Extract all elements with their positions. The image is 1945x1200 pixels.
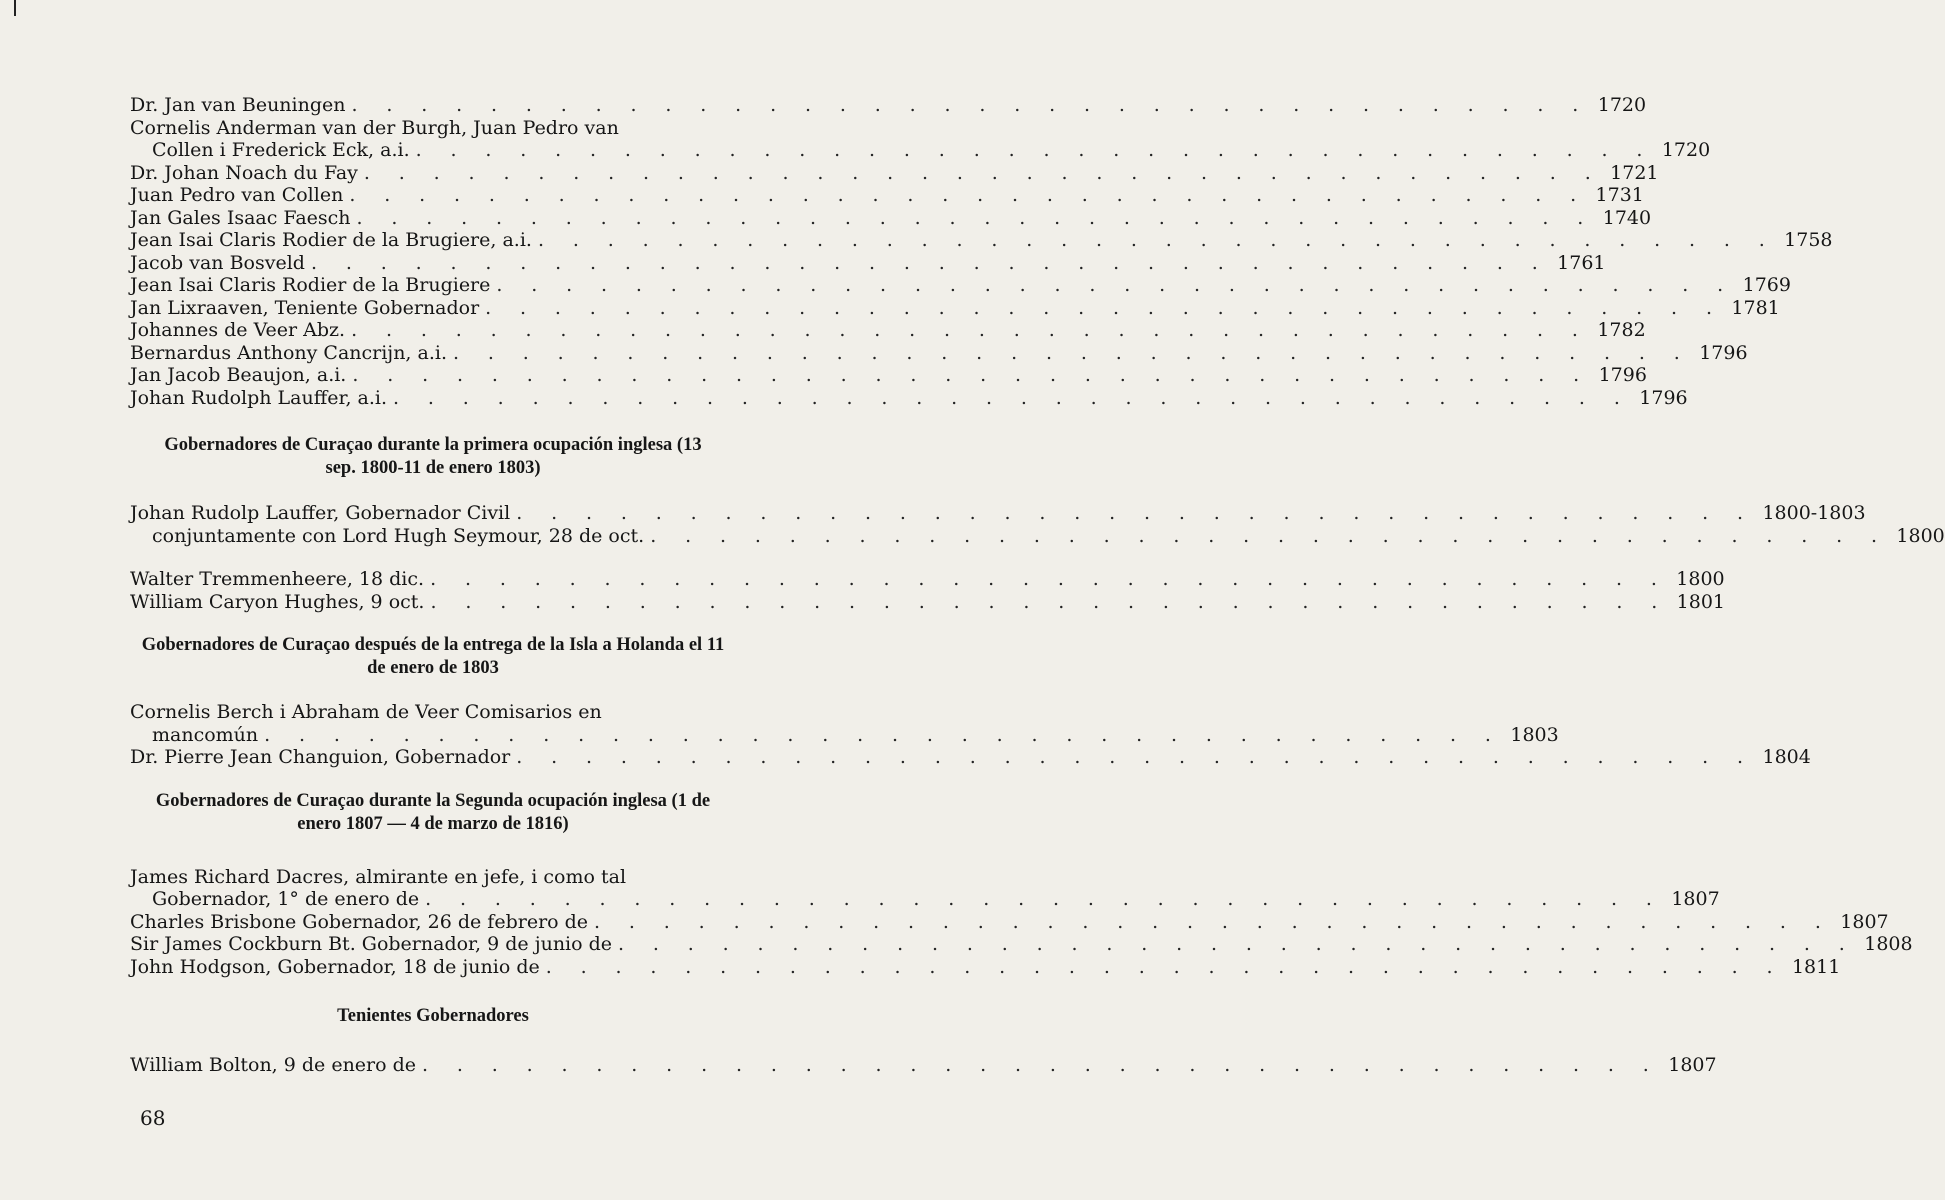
governor-year: 1758: [1784, 229, 1833, 251]
governor-year: 1800: [1896, 524, 1945, 547]
heading-first-english-occupation: Gobernadores de Curaçao durante la primera ocupación inglesa (13 sep. 1800-11 de enero 1803): [164, 435, 702, 478]
governor-name: Johan Rudolp Lauffer, Gobernador Civil: [130, 502, 511, 524]
heading-second-english-occupation: Gobernadores de Curaçao durante la Segunda ocupación inglesa (1 de enero 1807 — 4 de marzo de 1816): [155, 790, 711, 834]
governor-name: Jean Isai Claris Rodier de la Brugiere: [130, 274, 491, 296]
governor-name: Sir James Cockburn Bt. Gobernador, 9 de junio de: [130, 933, 613, 955]
governor-name: Jan Lixraaven, Teniente Gobernador: [130, 296, 480, 319]
governor-name: Jean Isai Claris Rodier de la Brugiere, a.i.: [130, 229, 532, 251]
entry-line: Cornelis Anderman van der Burgh, Juan Pedro van: [130, 116, 619, 139]
leader-dots: . . . . . . . . . . . . . . . . . . . . . . . . . . . . . . . . . . . .: [430, 568, 1669, 590]
leader-dots: . . . . . . . . . . . . . . . . . . . . . . . . . . . . . . . . . . . .: [430, 590, 1669, 613]
governor-entry: [130, 161, 1659, 185]
governor-name: Gobernador, 1° de enero de: [152, 888, 420, 910]
leader-dots: . . . . . . . . . . . . . . . . . . . . . . . . . . . . . . . . . . . .: [650, 524, 1889, 547]
leader-dots: . . . . . . . . . . . . . . . . . . . . . . . . . . . . . . . . . . . .: [351, 319, 1590, 341]
leader-dots: . . . . . . . . . . . . . . . . . . . . . . . . . . . . . . . . . . . .: [485, 296, 1724, 319]
governor-entry: [130, 933, 1913, 956]
governor-year: 1769: [1742, 274, 1791, 296]
page-number: 68: [140, 1106, 166, 1130]
governor-name: Johan Rudolph Lauffer, a.i.: [130, 386, 388, 409]
entry-line: Cornelis Berch i Abraham de Veer Comisarios en: [130, 701, 602, 723]
governor-year: 1807: [1671, 888, 1720, 910]
governor-entry: [130, 746, 1811, 769]
leader-dots: . . . . . . . . . . . . . . . . . . . . . . . . . . . . . . . . . . . .: [594, 910, 1833, 933]
governor-year: 1731: [1595, 184, 1644, 206]
governors-list-dutch: [130, 94, 1833, 409]
governors-list-after-handover: [130, 701, 1811, 769]
governor-entry: [130, 364, 1647, 387]
governors-list-second-occupation: [130, 865, 1913, 979]
governor-name: Walter Tremmenheere, 18 dic.: [130, 568, 425, 590]
governor-year: 1720: [1597, 94, 1647, 116]
governor-name: Jan Gales Isaac Faesch: [130, 206, 351, 229]
governor-name: Dr. Pierre Jean Changuion, Gobernador: [130, 746, 511, 768]
governor-name: mancomún: [152, 723, 259, 746]
governor-entry: [130, 1054, 1717, 1077]
governor-entry: [130, 955, 1841, 979]
page-content: [130, 94, 1945, 1077]
governor-name: Charles Brisbone Gobernador, 26 de febrero de: [130, 910, 589, 933]
governor-entry: [130, 341, 1748, 365]
leader-dots: . . . . . . . . . . . . . . . . . . . . . . . . . . . . . . . . . . . .: [264, 723, 1503, 746]
governor-name: William Caryon Hughes, 9 oct.: [130, 590, 425, 613]
leader-dots: . . . . . . . . . . . . . . . . . . . . . . . . . . . . . . . . . . . .: [356, 206, 1595, 229]
leader-dots: . . . . . . . . . . . . . . . . . . . . . . . . . . . . . . . . . . . .: [393, 386, 1632, 409]
governor-name: Dr. Jan van Beuningen: [130, 94, 346, 116]
leader-dots: . . . . . . . . . . . . . . . . . . . . . . . . . . . . . . . . . . . .: [363, 161, 1603, 184]
governor-year: 1807: [1840, 910, 1889, 933]
governor-entry: [130, 910, 1889, 934]
governor-year: 1796: [1699, 341, 1748, 364]
governor-entry: [130, 139, 1711, 162]
leader-dots: . . . . . . . . . . . . . . . . . . . . . . . . . . . . . . . . . . . .: [453, 341, 1692, 364]
governor-entry: [130, 568, 1725, 591]
entry-line: James Richard Dacres, almirante en jefe, i como tal: [130, 865, 627, 888]
page-edge-mark: [14, 0, 16, 16]
leader-dots: . . . . . . . . . . . . . . . . . . . . . . . . . . . . . . . . . . . .: [618, 933, 1857, 955]
governor-entry: [130, 94, 1647, 117]
governor-year: 1720: [1661, 139, 1711, 161]
governor-year: 1740: [1602, 206, 1652, 229]
governor-entry: [130, 296, 1780, 320]
leader-dots: . . . . . . . . . . . . . . . . . . . . . . . . . . . . . . . . . . . .: [349, 184, 1588, 206]
governor-year: 1761: [1557, 251, 1606, 274]
governor-name: Dr. Johan Noach du Fay: [130, 161, 358, 184]
governor-name: Jacob van Bosveld: [130, 251, 305, 274]
governor-year: 1801: [1676, 590, 1726, 613]
governor-year: 1721: [1610, 161, 1659, 184]
governor-name: Juan Pedro van Collen: [130, 184, 344, 206]
governor-entry: [130, 888, 1720, 911]
leader-dots: . . . . . . . . . . . . . . . . . . . . . . . . . . . . . . . . . . . .: [415, 139, 1654, 161]
leader-dots: . . . . . . . . . . . . . . . . . . . . . . . . . . . . . . . . . . . .: [516, 502, 1755, 524]
governor-year: 1807: [1668, 1054, 1717, 1076]
governor-name: Bernardus Anthony Cancrijn, a.i.: [130, 341, 447, 364]
governor-year: 1796: [1598, 364, 1647, 386]
governor-entry: [130, 251, 1606, 275]
governor-name: William Bolton, 9 de enero de: [130, 1054, 417, 1076]
governor-entry: [130, 229, 1833, 252]
governor-entry: [130, 184, 1644, 207]
governor-year: 1796: [1639, 386, 1688, 409]
leader-dots: . . . . . . . . . . . . . . . . . . . . . . . . . . . . . . . . . . . .: [310, 251, 1550, 274]
heading-lieutenant-governors: Tenientes Gobernadores: [337, 1006, 529, 1026]
governor-name: Jan Jacob Beaujon, a.i.: [130, 364, 347, 386]
governor-entry: [130, 274, 1791, 297]
governor-year: 1808: [1864, 933, 1913, 955]
leader-dots: . . . . . . . . . . . . . . . . . . . . . . . . . . . . . . . . . . . .: [537, 229, 1777, 251]
governor-entry: [130, 723, 1559, 747]
governors-list-first-occupation-2: [130, 568, 1726, 613]
governor-year: 1800: [1676, 568, 1725, 590]
governor-entry: [130, 524, 1945, 548]
leader-dots: . . . . . . . . . . . . . . . . . . . . . . . . . . . . . . . . . . . .: [352, 364, 1591, 386]
governors-list-first-occupation: [130, 502, 1945, 547]
governor-name: Collen i Frederick Eck, a.i.: [152, 139, 410, 161]
governor-name: John Hodgson, Gobernador, 18 de junio de: [130, 955, 540, 978]
governor-entry: [130, 590, 1726, 614]
governor-name: Johannes de Veer Abz.: [130, 319, 346, 341]
leader-dots: . . . . . . . . . . . . . . . . . . . . . . . . . . . . . . . . . . . .: [545, 955, 1784, 978]
governor-entry: [130, 206, 1652, 230]
leader-dots: . . . . . . . . . . . . . . . . . . . . . . . . . . . . . . . . . . . .: [516, 746, 1755, 768]
governor-year: 1804: [1762, 746, 1811, 768]
governor-year: 1811: [1791, 955, 1841, 978]
governor-year: 1782: [1597, 319, 1646, 341]
governor-entry: [130, 386, 1688, 410]
governor-entry: [130, 502, 1866, 525]
governor-year: 1800-1803: [1762, 502, 1866, 524]
governor-entry: [130, 319, 1646, 342]
leader-dots: . . . . . . . . . . . . . . . . . . . . . . . . . . . . . . . . . . . .: [351, 94, 1590, 116]
lieutenant-governors-list: [130, 1054, 1717, 1077]
governor-year: 1803: [1510, 723, 1559, 746]
heading-handover-to-holland: Gobernadores de Curaçao después de la entrega de la Isla a Holanda el 11 de enero de 1803: [141, 635, 725, 678]
leader-dots: . . . . . . . . . . . . . . . . . . . . . . . . . . . . . . . . . . . .: [422, 1054, 1661, 1076]
governor-name: conjuntamente con Lord Hugh Seymour, 28 de oct.: [152, 524, 645, 547]
leader-dots: . . . . . . . . . . . . . . . . . . . . . . . . . . . . . . . . . . . .: [425, 888, 1664, 910]
leader-dots: . . . . . . . . . . . . . . . . . . . . . . . . . . . . . . . . . . . .: [496, 274, 1735, 296]
governor-year: 1781: [1731, 296, 1780, 319]
